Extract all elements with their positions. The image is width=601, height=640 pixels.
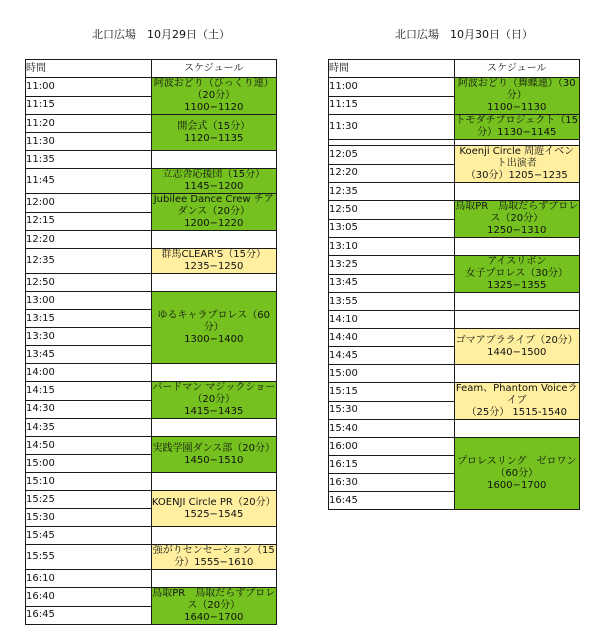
empty-slot	[151, 364, 277, 382]
event-cell	[151, 437, 277, 473]
table-row	[26, 473, 277, 491]
time-cell: 15:30	[26, 509, 152, 527]
time-cell: 15:00	[329, 365, 455, 383]
table-row	[329, 365, 580, 383]
time-cell: 11:30	[26, 133, 152, 151]
event-time: 1600−1700	[487, 479, 547, 491]
event-name: 阿波おどり（舞蝶連）（30分）	[457, 78, 576, 101]
table-row	[329, 78, 580, 97]
event-name: 鳥取PR 鳥取だらずプロレス（20分）	[455, 201, 579, 224]
event-cell	[151, 169, 277, 194]
table-row	[26, 78, 277, 97]
empty-slot	[151, 231, 277, 249]
event-cell	[151, 382, 277, 419]
event-cell	[151, 491, 277, 527]
event-time: 1450−1510	[184, 454, 244, 466]
schedule-table-day1	[25, 59, 277, 625]
event-cell	[151, 115, 277, 151]
time-cell: 12:15	[26, 212, 152, 231]
event-name: 立志舎応援団（15分）1145−1200	[162, 169, 266, 192]
day1-title: 北口広場 10月29日（土）	[92, 28, 230, 41]
time-cell: 11:00	[26, 78, 152, 97]
time-cell: 12:50	[329, 201, 455, 220]
time-cell: 15:55	[26, 545, 152, 570]
empty-slot	[454, 311, 580, 329]
event-time: 1300−1400	[184, 333, 244, 345]
empty-slot	[454, 183, 580, 201]
event-name: 実践学園ダンス部（20分）	[152, 442, 276, 454]
event-cell	[454, 146, 580, 183]
empty-slot	[151, 274, 277, 292]
event-cell	[151, 249, 277, 274]
time-cell: 16:45	[329, 492, 455, 510]
event-name: ゴマアブラライブ（20分）1440−1500	[455, 334, 578, 358]
table-row	[26, 570, 277, 588]
event-time: （25分） 1515-1540	[466, 407, 567, 418]
event-name: KOENJI Circle PR（20分）	[151, 496, 276, 508]
table-header-row	[26, 60, 277, 78]
event-time: （30分）1205−1235	[465, 170, 568, 181]
event-name: トモダチプロジェクト（15分）1130−1145	[455, 115, 579, 138]
table-row	[26, 588, 277, 607]
event-name: 阿波おどり（びっくり連）（20分）	[153, 78, 274, 101]
time-cell: 11:20	[26, 115, 152, 133]
table-row	[329, 329, 580, 347]
event-name: Feam、Phantom Voiceライブ	[455, 383, 578, 406]
time-cell: 13:10	[329, 238, 455, 256]
time-cell: 15:45	[26, 527, 152, 545]
time-cell: 15:00	[26, 455, 152, 473]
time-cell: 11:00	[329, 78, 455, 97]
time-cell: 13:55	[329, 293, 455, 311]
time-cell: 15:30	[329, 401, 455, 420]
table-row	[329, 183, 580, 201]
empty-slot	[454, 293, 580, 311]
table-row	[26, 527, 277, 545]
time-cell: 11:30	[329, 115, 455, 140]
table-row	[26, 249, 277, 274]
time-cell: 16:10	[26, 570, 152, 588]
empty-slot	[151, 570, 277, 588]
time-cell: 13:45	[329, 274, 455, 293]
time-cell: 11:15	[329, 96, 455, 115]
day2-title: 北口広場 10月30日（日）	[395, 28, 533, 41]
table-row	[329, 420, 580, 438]
event-name: Koenji Circle 周遊イベント出演者	[459, 146, 575, 169]
empty-slot	[151, 527, 277, 545]
time-cell: 14:50	[26, 437, 152, 455]
time-cell: 14:00	[26, 364, 152, 382]
time-cell: 12:20	[329, 164, 455, 183]
empty-slot	[151, 419, 277, 437]
schedule-table-day2	[328, 59, 580, 510]
event-name: 群馬CLEAR'S（15分）1235−1250	[161, 249, 266, 272]
time-cell: 13:45	[26, 346, 152, 364]
header-time: 時間	[26, 60, 152, 78]
time-cell: 16:45	[26, 606, 152, 625]
event-cell	[454, 115, 580, 140]
event-cell	[454, 256, 580, 293]
table-row	[26, 419, 277, 437]
event-time: 1200−1220	[184, 218, 244, 229]
event-time: 1525−1545	[184, 508, 244, 520]
event-cell	[454, 438, 580, 510]
time-cell: 12:35	[329, 183, 455, 201]
table-row	[26, 115, 277, 133]
time-cell: 16:00	[329, 438, 455, 456]
event-cell	[151, 292, 277, 364]
table-row	[329, 201, 580, 220]
time-cell: 15:10	[26, 473, 152, 491]
table-row	[26, 194, 277, 213]
event-cell	[454, 201, 580, 238]
event-cell	[454, 329, 580, 365]
event-time: 1100−1130	[487, 102, 547, 113]
event-name: アイスリボン	[487, 256, 547, 267]
time-cell: 12:00	[26, 194, 152, 213]
table-row	[26, 491, 277, 509]
table-row	[26, 274, 277, 292]
header-time: 時間	[329, 60, 455, 78]
table-row	[26, 545, 277, 570]
time-cell: 13:25	[329, 256, 455, 275]
event-name: 鳥取PR 鳥取だらずプロレス（20分）	[152, 588, 276, 611]
table-row	[329, 115, 580, 140]
time-cell: 11:45	[26, 169, 152, 194]
header-schedule: スケジュール	[151, 60, 277, 78]
empty-slot	[454, 365, 580, 383]
event-cell	[151, 78, 277, 115]
time-cell: 11:15	[26, 96, 152, 115]
event-time: 1640−1700	[184, 612, 244, 623]
time-cell: 12:20	[26, 231, 152, 249]
event-name: プロレスリング ゼロワン（60分）	[457, 455, 577, 479]
time-cell: 15:15	[329, 383, 455, 402]
time-cell: 14:45	[329, 347, 455, 365]
time-cell: 14:40	[329, 329, 455, 347]
table-row	[26, 169, 277, 194]
time-cell: 15:25	[26, 491, 152, 509]
table-row	[329, 383, 580, 402]
time-cell: 11:35	[26, 151, 152, 169]
event-cell	[151, 588, 277, 625]
event-time: 1100−1120	[184, 102, 244, 113]
table-row	[26, 151, 277, 169]
event-cell	[151, 194, 277, 231]
table-row	[329, 293, 580, 311]
time-cell: 16:30	[329, 474, 455, 492]
event-time: 1415−1435	[184, 406, 244, 417]
empty-slot	[151, 151, 277, 169]
table-row	[26, 231, 277, 249]
time-cell: 12:50	[26, 274, 152, 292]
table-row	[26, 437, 277, 455]
header-schedule: スケジュール	[454, 60, 580, 78]
time-cell: 13:00	[26, 292, 152, 310]
event-time: 1250−1310	[487, 225, 547, 236]
table-row	[329, 311, 580, 329]
event-time: 女子プロレス（30分）1325−1355	[465, 268, 568, 291]
time-cell: 13:30	[26, 328, 152, 346]
empty-slot	[151, 473, 277, 491]
time-cell: 14:35	[26, 419, 152, 437]
event-name: 強がりセンセーション（15分）1555−1610	[152, 545, 275, 568]
table-row	[329, 256, 580, 275]
event-name: Jubilee Dance Crew チアダンス（20分）	[153, 194, 274, 217]
time-cell: 14:15	[26, 382, 152, 401]
time-cell: 14:30	[26, 400, 152, 419]
event-cell	[454, 78, 580, 115]
time-cell: 16:15	[329, 456, 455, 474]
time-cell: 13:15	[26, 310, 152, 328]
table-row	[26, 292, 277, 310]
table-header-row	[329, 60, 580, 78]
event-name: ゆるキャラプロレス（60分）	[157, 309, 270, 333]
table-row	[329, 238, 580, 256]
time-cell: 14:10	[329, 311, 455, 329]
time-cell: 15:40	[329, 420, 455, 438]
table-row	[26, 382, 277, 401]
time-cell: 13:05	[329, 219, 455, 238]
time-cell: 12:05	[329, 146, 455, 165]
empty-slot	[454, 238, 580, 256]
event-cell	[454, 383, 580, 420]
table-row	[329, 146, 580, 165]
time-cell: 12:35	[26, 249, 152, 274]
table-row	[26, 364, 277, 382]
empty-slot	[454, 420, 580, 438]
event-name: 開会式（15分）1120−1135	[177, 120, 251, 144]
table-row	[329, 438, 580, 456]
event-name: バードマン マジックショー（20分）	[152, 382, 276, 405]
event-cell	[151, 545, 277, 570]
time-cell: 16:40	[26, 588, 152, 607]
